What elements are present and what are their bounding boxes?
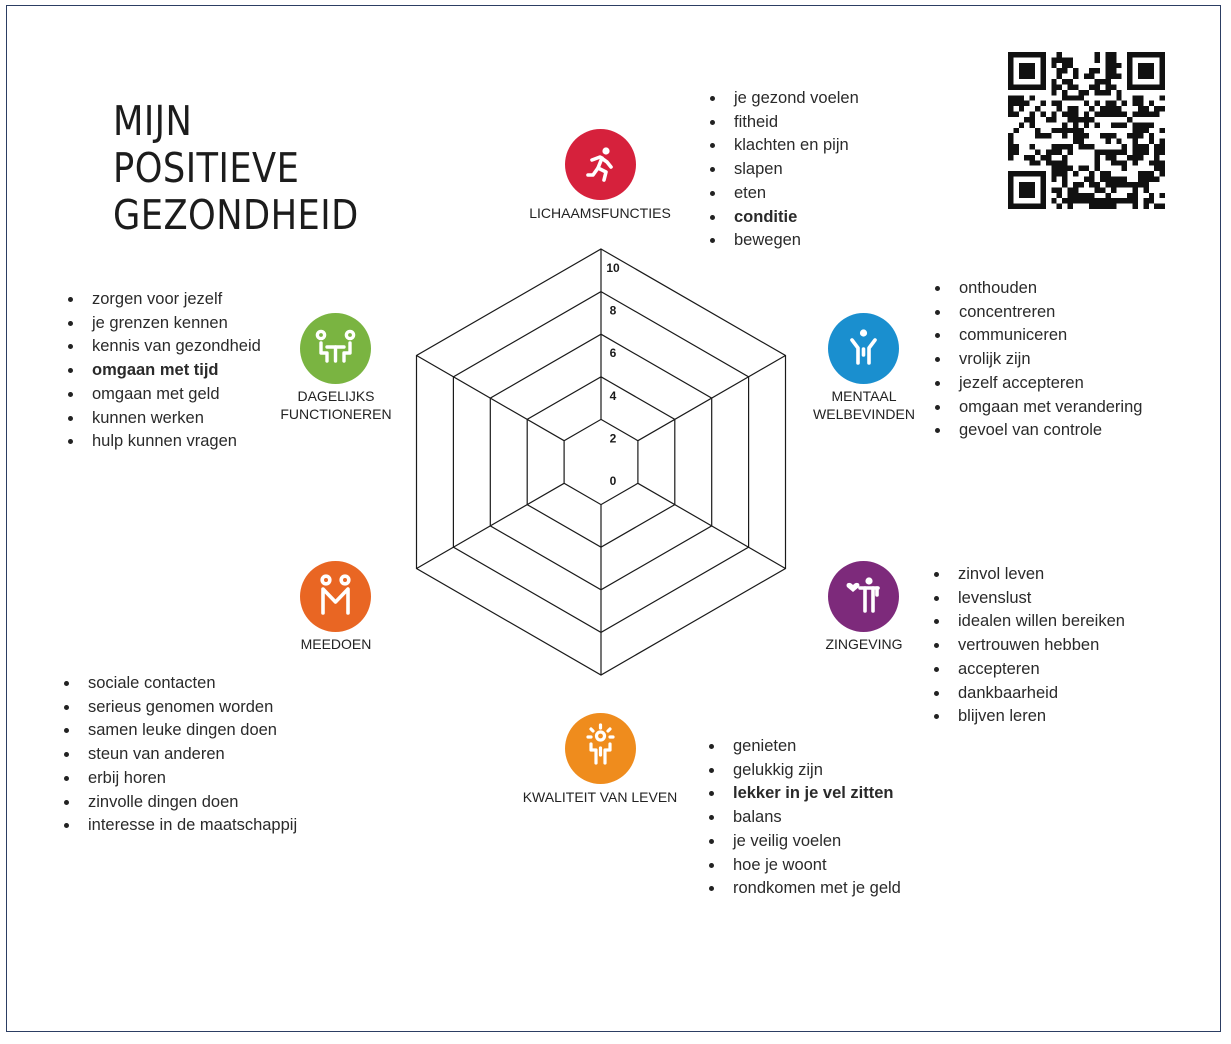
meedoen-list [63, 672, 297, 838]
scale-label-6: 6 [609, 346, 617, 361]
list-item: vertrouwen hebben [933, 634, 1125, 658]
list-item: gevoel van controle [934, 419, 1142, 443]
title-line-3: GEZONDHEID [113, 191, 359, 239]
list-item: je gezond voelen [709, 87, 859, 111]
list-item: dankbaarheid [933, 682, 1125, 706]
list-item: jezelf accepteren [934, 372, 1142, 396]
zingeving-label: ZINGEVING [825, 636, 903, 652]
list-item: vrolijk zijn [934, 348, 1142, 372]
list-item: lekker in je vel zitten [708, 782, 901, 806]
list-item: hoe je woont [708, 854, 901, 878]
kwaliteit-label: KWALITEIT VAN LEVEN [522, 789, 678, 805]
dagelijks-circle [300, 313, 371, 384]
list-item: idealen willen bereiken [933, 610, 1125, 634]
list-item: steun van anderen [63, 743, 297, 767]
list-item: accepteren [933, 658, 1125, 682]
list-item: serieus genomen worden [63, 696, 297, 720]
dagelijks-label [260, 387, 412, 423]
lichaamsfuncties-list [709, 87, 859, 253]
list-item: omgaan met verandering [934, 396, 1142, 420]
list-item: zorgen voor jezelf [67, 288, 261, 312]
zingeving-list [933, 563, 1125, 729]
list-item: kennis van gezondheid [67, 335, 261, 359]
person-sun-icon [565, 713, 636, 784]
list-item: fitheid [709, 111, 859, 135]
radar-ring-5 [564, 419, 638, 504]
list-item: sociale contacten [63, 672, 297, 696]
list-item: genieten [708, 735, 901, 759]
list-item: gelukkig zijn [708, 759, 901, 783]
meedoen-circle [300, 561, 371, 632]
dagelijks-label-line-1: DAGELIJKS [297, 388, 375, 404]
people-at-table-icon [300, 313, 371, 384]
list-item: bewegen [709, 229, 859, 253]
scale-label-2: 2 [609, 431, 617, 446]
list-item: eten [709, 182, 859, 206]
mentaal-circle [828, 313, 899, 384]
list-item: je veilig voelen [708, 830, 901, 854]
radar-scale-labels [606, 261, 620, 488]
list-item: omgaan met tijd [67, 359, 261, 383]
scale-label-8: 8 [609, 303, 617, 318]
list-item: levenslust [933, 587, 1125, 611]
running-person-icon [565, 129, 636, 200]
list-item: communiceren [934, 324, 1142, 348]
scale-label-10: 10 [606, 261, 620, 275]
lichaamsfuncties-circle [565, 129, 636, 200]
list-item: rondkomen met je geld [708, 877, 901, 901]
list-item: conditie [709, 206, 859, 230]
kwaliteit-list [708, 735, 901, 901]
two-people-icon [300, 561, 371, 632]
radar-spokes [417, 249, 786, 675]
scale-label-4: 4 [609, 388, 617, 403]
title-line-2: POSITIEVE [113, 144, 300, 192]
mentaal-label-line-1: MENTAAL [831, 388, 897, 404]
list-item: interesse in de maatschappij [63, 814, 297, 838]
list-item: slapen [709, 158, 859, 182]
list-item: klachten en pijn [709, 134, 859, 158]
list-item: erbij horen [63, 767, 297, 791]
list-item: blijven leren [933, 705, 1125, 729]
dagelijks-list [67, 288, 261, 454]
list-item: je grenzen kennen [67, 312, 261, 336]
list-item: kunnen werken [67, 407, 261, 431]
list-item: hulp kunnen vragen [67, 430, 261, 454]
mentaal-label [788, 387, 940, 423]
list-item: samen leuke dingen doen [63, 719, 297, 743]
mentaal-label-line-2: WELBEVINDEN [813, 406, 915, 422]
list-item: omgaan met geld [67, 383, 261, 407]
list-item: concentreren [934, 301, 1142, 325]
zingeving-circle [828, 561, 899, 632]
person-arms-up-icon [828, 313, 899, 384]
list-item: zinvol leven [933, 563, 1125, 587]
person-heart-icon [828, 561, 899, 632]
lichaamsfuncties-label: LICHAAMSFUNCTIES [529, 205, 671, 221]
scale-label-0: 0 [609, 474, 617, 488]
dagelijks-label-line-2: FUNCTIONEREN [280, 406, 392, 422]
meedoen-label: MEEDOEN [300, 636, 372, 652]
title-line-1: MIJN [113, 97, 193, 145]
kwaliteit-circle [565, 713, 636, 784]
mentaal-list [934, 277, 1142, 443]
list-item: zinvolle dingen doen [63, 791, 297, 815]
list-item: onthouden [934, 277, 1142, 301]
list-item: balans [708, 806, 901, 830]
